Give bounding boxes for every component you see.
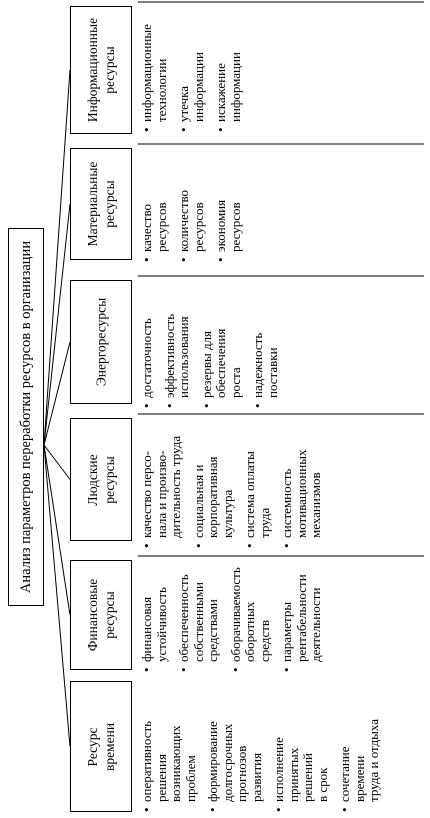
parameter-line: дительность труда xyxy=(168,435,183,538)
branch-title xyxy=(84,579,118,652)
branch-title xyxy=(84,18,118,122)
branch-title-line: ресурсы xyxy=(102,180,117,228)
parameter-item xyxy=(272,719,330,812)
parameter-line: • оборачиваемость xyxy=(227,567,243,662)
parameter-item xyxy=(140,719,198,812)
branch-title-line: Людские xyxy=(85,453,100,506)
branch-parameter-list xyxy=(140,567,332,672)
parameter-line: возникающих xyxy=(168,725,183,802)
parameter-line: • оперативность xyxy=(139,720,154,802)
parameter-line: • качество xyxy=(139,203,154,252)
parameter-line: • надежность xyxy=(250,332,265,398)
connector-line xyxy=(44,342,70,445)
parameter-line: мотивационных xyxy=(293,449,309,538)
parameter-item xyxy=(177,190,206,262)
connector-line xyxy=(44,204,70,445)
parameter-line: • параметры xyxy=(279,601,294,662)
branch-node xyxy=(70,560,132,670)
connector-line xyxy=(44,70,70,445)
parameter-line: информации xyxy=(190,52,206,122)
branch-title-line: ресурсы xyxy=(102,46,117,94)
parameter-line: труда и отдыха xyxy=(366,719,381,802)
parameter-line: долгосрочных xyxy=(219,723,235,802)
branch-node xyxy=(70,148,132,260)
branch-title xyxy=(93,298,110,386)
parameter-line: использования xyxy=(176,316,191,398)
branch-title xyxy=(84,454,118,505)
parameter-line: • качество персо- xyxy=(139,450,154,538)
branch-title-line: Материальные xyxy=(85,161,100,247)
parameter-line: ресурсов xyxy=(153,202,169,252)
branch-node xyxy=(70,6,132,134)
parameter-item xyxy=(338,719,382,812)
branch-node xyxy=(70,681,132,812)
parameter-line: • финансовая xyxy=(139,596,154,662)
parameter-line: в срок xyxy=(314,767,330,802)
parameter-line: • количество xyxy=(176,189,191,252)
parameter-line: нала и произво- xyxy=(153,450,169,538)
parameter-item xyxy=(140,24,169,132)
connector-line xyxy=(44,445,70,480)
parameter-line: • информационные xyxy=(139,24,154,122)
branch-title-line: Энергоресурсы xyxy=(93,297,109,387)
parameter-line: собственными xyxy=(190,582,206,662)
parameter-line: устойчивость xyxy=(153,587,169,662)
branch-title xyxy=(84,722,118,770)
parameter-line: поставки xyxy=(264,347,280,398)
parameter-line: ресурсов xyxy=(190,202,206,252)
branch-title-line: ресурсы xyxy=(102,591,117,639)
parameter-line: • достаточность xyxy=(139,318,154,398)
parameter-line: проблем xyxy=(182,755,198,802)
parameter-item xyxy=(229,567,273,672)
parameter-item xyxy=(251,314,280,408)
parameter-line: информации xyxy=(227,52,243,122)
branch-parameter-list xyxy=(140,436,332,548)
parameter-item xyxy=(214,190,243,262)
branch-title-line: Финансовые xyxy=(85,578,100,652)
connector-line xyxy=(44,445,70,615)
parameter-line: культура xyxy=(219,489,235,538)
parameter-item xyxy=(192,436,236,548)
parameter-line: корпоративная xyxy=(205,456,220,538)
branch-node xyxy=(70,418,132,541)
parameter-item xyxy=(140,567,169,672)
parameter-item xyxy=(140,436,184,548)
parameter-line: средств xyxy=(256,619,272,662)
branch-title-line: Информационные xyxy=(85,17,100,123)
parameter-line: • экономия xyxy=(213,199,228,252)
parameter-line: • искажение xyxy=(213,63,228,122)
parameter-line: • утечка xyxy=(176,85,191,122)
parameter-item xyxy=(140,190,169,262)
parameter-line: обеспечения xyxy=(213,328,228,398)
parameter-item xyxy=(177,24,206,132)
parameter-item xyxy=(206,719,264,812)
branch-parameter-list xyxy=(140,190,251,262)
parameter-line: • резервы для xyxy=(198,330,214,398)
parameter-line: механизмов xyxy=(308,472,323,538)
parameter-line: • система оплаты xyxy=(242,451,257,538)
parameter-item xyxy=(280,436,324,548)
parameter-line: • социальная и xyxy=(190,464,206,538)
parameter-line: роста xyxy=(227,367,243,398)
branch-title-line: ресурсы xyxy=(102,455,117,504)
parameter-line: времени xyxy=(351,755,367,802)
branch-parameter-list xyxy=(140,719,390,812)
parameter-line: деятельности xyxy=(308,587,323,662)
parameter-line: прогнозов xyxy=(234,745,249,802)
parameter-item xyxy=(214,24,243,132)
parameter-item xyxy=(280,567,324,672)
parameter-line: • сочетание xyxy=(337,746,352,802)
root-label: Анализ параметров переработки ресурсов в организации xyxy=(18,240,34,594)
parameter-line: решения xyxy=(153,754,169,802)
branch-title xyxy=(84,162,118,247)
parameter-item xyxy=(177,567,221,672)
parameter-line: технологии xyxy=(153,58,169,122)
parameter-line: средствами xyxy=(205,599,220,662)
parameter-line: рентабельности xyxy=(293,574,309,662)
parameter-line: • системность xyxy=(279,468,294,538)
parameter-line: • обеспеченность xyxy=(176,574,191,662)
branch-title-line: Ресурс xyxy=(85,727,100,766)
parameter-line: оборотных xyxy=(242,601,257,662)
parameter-line: ресурсов xyxy=(227,202,243,252)
parameter-item xyxy=(163,314,192,408)
parameter-item xyxy=(200,314,244,408)
parameter-line: труда xyxy=(256,507,272,538)
parameter-line: принятых xyxy=(285,747,301,802)
connector-line xyxy=(44,445,70,747)
root-node xyxy=(8,228,44,606)
parameter-line: • исполнение xyxy=(271,737,286,802)
parameter-line: решений xyxy=(300,753,315,802)
branch-parameter-list xyxy=(140,314,288,408)
parameter-line: • эффективность xyxy=(161,313,177,398)
parameter-line: • формирование xyxy=(205,721,220,802)
parameter-item xyxy=(243,436,272,548)
branch-node xyxy=(70,280,132,404)
parameter-item xyxy=(140,314,155,408)
branch-parameter-list xyxy=(140,24,251,132)
branch-title-line: времени xyxy=(102,722,117,771)
parameter-line: развития xyxy=(248,752,264,802)
